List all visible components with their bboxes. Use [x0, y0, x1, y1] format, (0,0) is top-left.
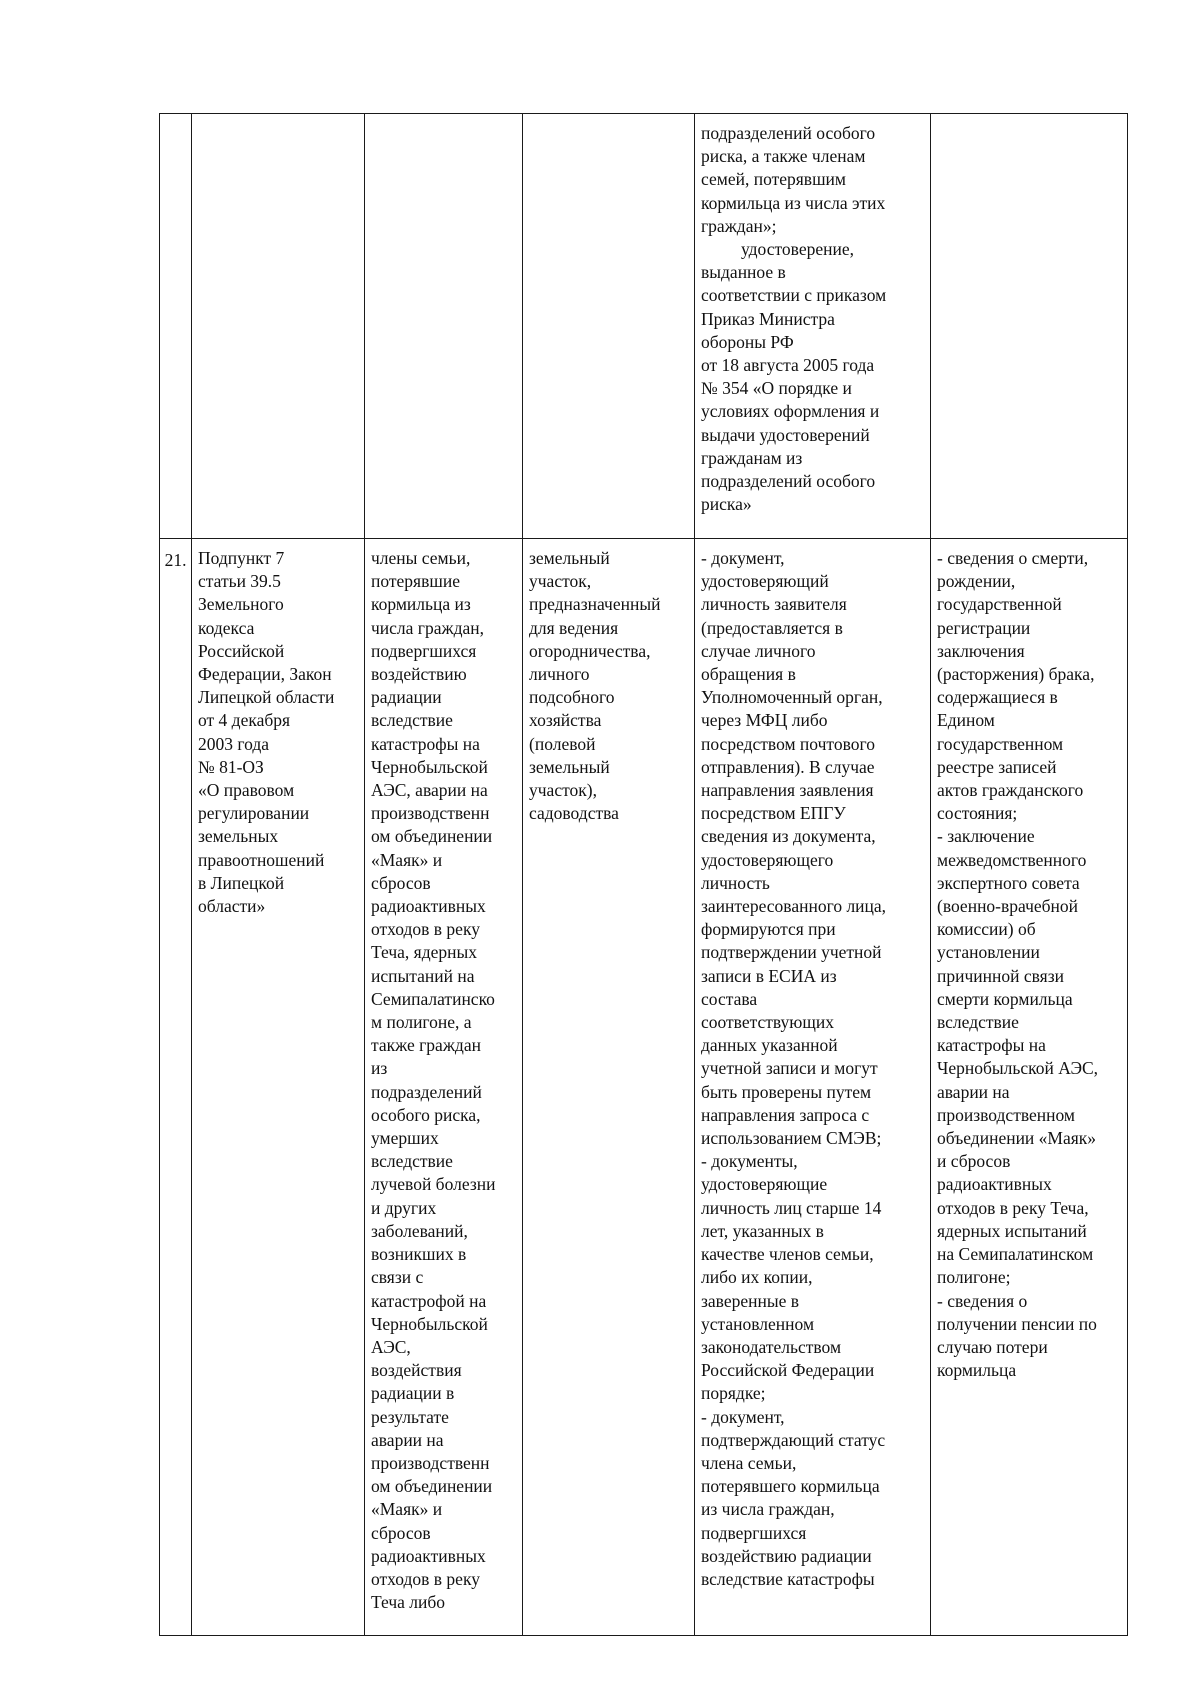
- text-line: земельных: [198, 826, 279, 847]
- text-line: Уполномоченный орган,: [701, 687, 883, 708]
- text-line: кормильца из: [371, 594, 471, 615]
- text-line: подвергшихся: [371, 640, 477, 661]
- text-line: производственн: [371, 803, 490, 824]
- text-line: (полевой: [529, 733, 596, 754]
- text-line: из: [371, 1058, 388, 1079]
- text-line: удостоверяющий: [701, 571, 829, 592]
- text-line: личность: [701, 872, 770, 893]
- text-line: выданное в: [701, 262, 786, 283]
- text-line: катастрофы на: [937, 1035, 1046, 1056]
- text-line: вследствие: [937, 1012, 1019, 1033]
- text-line: смерти кормильца: [937, 988, 1073, 1009]
- cell-land-purpose: [523, 539, 695, 1636]
- text-line: вследствие: [371, 1151, 453, 1172]
- text-line: Чернобыльской АЭС,: [937, 1058, 1099, 1079]
- text-line: м полигоне, а: [371, 1012, 472, 1033]
- text-line: данных указанной: [701, 1035, 838, 1056]
- text-line: Российской: [198, 640, 285, 661]
- text-line: радиоактивных: [371, 896, 486, 917]
- cell-empty-col3: [365, 114, 523, 539]
- text-line: и сбросов: [937, 1151, 1011, 1172]
- text-line: полигоне;: [937, 1267, 1011, 1288]
- text-line: Теча либо: [371, 1592, 446, 1613]
- text-line: формируются при: [701, 919, 836, 940]
- text-line: случае личного: [701, 640, 816, 661]
- text-line: радиоактивных: [937, 1174, 1052, 1195]
- text-line: быть проверены путем: [701, 1081, 872, 1102]
- text-line: случаю потери: [937, 1336, 1048, 1357]
- text-line: актов гражданского: [937, 780, 1084, 801]
- text-line: соответствующих: [701, 1012, 834, 1033]
- cell-empty-col1: [160, 114, 192, 539]
- text-line: ом объединении: [371, 826, 493, 847]
- text-line: ядерных испытаний: [937, 1220, 1087, 1241]
- text-line: посредством ЕПГУ: [701, 803, 846, 824]
- text-line: кормильца из числа этих: [701, 192, 886, 213]
- text-line: содержащиеся в: [937, 687, 1058, 708]
- cell-applicant-category: [365, 539, 523, 1636]
- text-line: кормильца: [937, 1360, 1017, 1381]
- text-line: статьи 39.5: [198, 571, 281, 592]
- text-line: записи в ЕСИА из: [701, 965, 837, 986]
- text-line: воздействия: [371, 1360, 462, 1381]
- cell-empty-col2: [192, 114, 365, 539]
- text-line: воздействию радиации: [701, 1545, 872, 1566]
- cell-applicant-documents: [695, 539, 931, 1636]
- text-line: направления заявления: [701, 780, 874, 801]
- text-line: из числа граждан,: [701, 1499, 835, 1520]
- text-line: земельный: [529, 548, 610, 568]
- text-line: кодекса: [198, 617, 255, 638]
- text-line: обороны РФ: [701, 331, 794, 352]
- text-line: Подпункт 7: [198, 548, 285, 568]
- text-line: отходов в реку Теча,: [937, 1197, 1089, 1218]
- text-line: садоводства: [529, 803, 619, 824]
- text-line: отходов в реку: [371, 919, 480, 940]
- text-line: умерших: [371, 1128, 439, 1149]
- text-line: Чернобыльской: [371, 1313, 488, 1334]
- text-line: отправления). В случае: [701, 756, 875, 777]
- text-line: вследствие: [371, 710, 453, 731]
- text-line: заинтересованного лица,: [701, 896, 887, 917]
- text-line: риска»: [701, 494, 752, 515]
- text-line: Российской Федерации: [701, 1360, 875, 1381]
- text-line: удостоверение,: [741, 239, 854, 260]
- text-line: предназначенный: [529, 594, 661, 615]
- text-line: сбросов: [371, 1522, 431, 1543]
- text-line: катастрофой на: [371, 1290, 487, 1311]
- text-line: получении пенсии по: [937, 1313, 1097, 1334]
- text-line: государственной: [937, 594, 1062, 615]
- text-line: участок,: [529, 571, 592, 592]
- text-line: личного: [529, 664, 590, 685]
- text-line: объединении «Маяк»: [937, 1128, 1097, 1149]
- text-line: через МФЦ либо: [701, 710, 828, 731]
- cell-empty-col4: [523, 114, 695, 539]
- text-line: радиации: [371, 687, 442, 708]
- text-line: (военно-врачебной: [937, 896, 1079, 917]
- text-line: подсобного: [529, 687, 615, 708]
- text-line: на Семипалатинском: [937, 1244, 1094, 1265]
- text-line: АЭС, аварии на: [371, 780, 488, 801]
- text-line: - документ,: [701, 548, 785, 568]
- text-line: земельный: [529, 756, 610, 777]
- text-line: от 4 декабря: [198, 710, 291, 731]
- text-line: потерявшие: [371, 571, 460, 592]
- cell-empty-col6: [931, 114, 1128, 539]
- text-line: регистрации: [937, 617, 1031, 638]
- text-line: области»: [198, 896, 266, 917]
- row-number: 21.: [160, 539, 192, 1636]
- text-line: огородничества,: [529, 640, 651, 661]
- text-line: семей, потерявшим: [701, 169, 846, 190]
- text-line: обращения в: [701, 664, 796, 685]
- text-line: члены семьи,: [371, 548, 471, 568]
- text-line: гражданам из: [701, 447, 803, 468]
- text-line: (предоставляется в: [701, 617, 843, 638]
- text-line: - сведения о: [937, 1290, 1028, 1311]
- text-line: воздействию: [371, 664, 467, 685]
- text-line: отходов в реку: [371, 1568, 480, 1589]
- text-line: № 354 «О порядке и: [701, 378, 852, 399]
- text-line: рождении,: [937, 571, 1016, 592]
- text-line: порядке;: [701, 1383, 766, 1404]
- text-line: качестве членов семьи,: [701, 1244, 874, 1265]
- text-line: «О правовом: [198, 780, 295, 801]
- text-line: межведомственного: [937, 849, 1087, 870]
- text-line: направления запроса с: [701, 1104, 870, 1125]
- text-line: в Липецкой: [198, 872, 285, 893]
- text-line: также граждан: [371, 1035, 481, 1056]
- text-line: подразделений особого: [701, 123, 876, 143]
- text-line: Федерации, Закон: [198, 664, 332, 685]
- text-line: аварии на: [371, 1429, 444, 1450]
- text-line: причинной связи: [937, 965, 1064, 986]
- text-line: «Маяк» и: [371, 1499, 443, 1520]
- cell-legal-basis: [192, 539, 365, 1636]
- text-line: установлении: [937, 942, 1040, 963]
- text-line: выдачи удостоверений: [701, 424, 870, 445]
- text-line: удостоверяющие: [701, 1174, 828, 1195]
- text-line: лет, указанных в: [701, 1220, 824, 1241]
- text-line: - документ,: [701, 1406, 785, 1427]
- text-line: возникших в: [371, 1244, 467, 1265]
- text-line: реестре записей: [937, 756, 1057, 777]
- text-line: комиссии) об: [937, 919, 1036, 940]
- text-line: результате: [371, 1406, 449, 1427]
- text-line: использованием СМЭВ;: [701, 1128, 882, 1149]
- text-line: личность заявителя: [701, 594, 847, 615]
- text-line: либо их копии,: [701, 1267, 813, 1288]
- text-line: вследствие катастрофы: [701, 1568, 875, 1589]
- text-line: - сведения о смерти,: [937, 548, 1089, 568]
- text-line: аварии на: [937, 1081, 1010, 1102]
- text-line: установленном: [701, 1313, 815, 1334]
- document-table: [159, 113, 1128, 1636]
- text-line: члена семьи,: [701, 1452, 797, 1473]
- text-line: законодательством: [701, 1336, 842, 1357]
- text-line: подтверждающий статус: [701, 1429, 886, 1450]
- text-line: посредством почтового: [701, 733, 875, 754]
- table-row-21: [160, 539, 1128, 1636]
- text-line: связи с: [371, 1267, 424, 1288]
- text-line: подразделений: [371, 1081, 482, 1102]
- text-line: ом объединении: [371, 1476, 493, 1497]
- text-line: «Маяк» и: [371, 849, 443, 870]
- text-line: Чернобыльской: [371, 756, 488, 777]
- text-line: производственн: [371, 1452, 490, 1473]
- text-line: Теча, ядерных: [371, 942, 478, 963]
- text-line: радиоактивных: [371, 1545, 486, 1566]
- text-line: для ведения: [529, 617, 619, 638]
- text-line: (расторжения) брака,: [937, 664, 1095, 685]
- text-line: сведения из документа,: [701, 826, 876, 847]
- text-line: 2003 года: [198, 733, 270, 754]
- text-line: риска, а также членам: [701, 146, 866, 167]
- text-line: заболеваний,: [371, 1220, 468, 1241]
- text-line: Семипалатинско: [371, 988, 495, 1009]
- text-line: производственном: [937, 1104, 1076, 1125]
- text-line: хозяйства: [529, 710, 602, 731]
- text-line: граждан»;: [701, 215, 777, 236]
- text-line: и других: [371, 1197, 437, 1218]
- cell-requested-documents: [931, 539, 1128, 1636]
- text-line: Земельного: [198, 594, 284, 615]
- text-line: сбросов: [371, 872, 431, 893]
- text-line: № 81-ОЗ: [198, 756, 264, 777]
- text-line: - документы,: [701, 1151, 798, 1172]
- text-line: соответствии с приказом: [701, 285, 887, 306]
- text-line: учетной записи и могут: [701, 1058, 878, 1079]
- text-line: - заключение: [937, 826, 1035, 847]
- text-line: катастрофы на: [371, 733, 480, 754]
- text-line: от 18 августа 2005 года: [701, 355, 875, 376]
- text-line: правоотношений: [198, 849, 325, 870]
- text-line: государственном: [937, 733, 1064, 754]
- text-line: особого риска,: [371, 1104, 481, 1125]
- cell-documents-continued: [695, 114, 931, 539]
- text-line: Едином: [937, 710, 995, 731]
- text-line: условиях оформления и: [701, 401, 880, 422]
- text-line: радиации в: [371, 1383, 455, 1404]
- text-line: подтверждении учетной: [701, 942, 882, 963]
- text-line: числа граждан,: [371, 617, 485, 638]
- text-line: подразделений особого: [701, 471, 876, 492]
- table-row-continued: [160, 114, 1128, 539]
- text-line: состояния;: [937, 803, 1018, 824]
- text-line: заключения: [937, 640, 1025, 661]
- text-line: подвергшихся: [701, 1522, 807, 1543]
- text-line: Липецкой области: [198, 687, 335, 708]
- text-line: заверенные в: [701, 1290, 800, 1311]
- text-line: АЭС,: [371, 1336, 411, 1357]
- text-line: личность лиц старше 14: [701, 1197, 882, 1218]
- text-line: лучевой болезни: [371, 1174, 496, 1195]
- text-line: удостоверяющего: [701, 849, 834, 870]
- text-line: состава: [701, 988, 758, 1009]
- text-line: участок),: [529, 780, 597, 801]
- text-line: испытаний на: [371, 965, 475, 986]
- text-line: потерявшего кормильца: [701, 1476, 880, 1497]
- text-line: регулировании: [198, 803, 310, 824]
- text-line: Приказ Министра: [701, 308, 835, 329]
- text-line: экспертного совета: [937, 872, 1080, 893]
